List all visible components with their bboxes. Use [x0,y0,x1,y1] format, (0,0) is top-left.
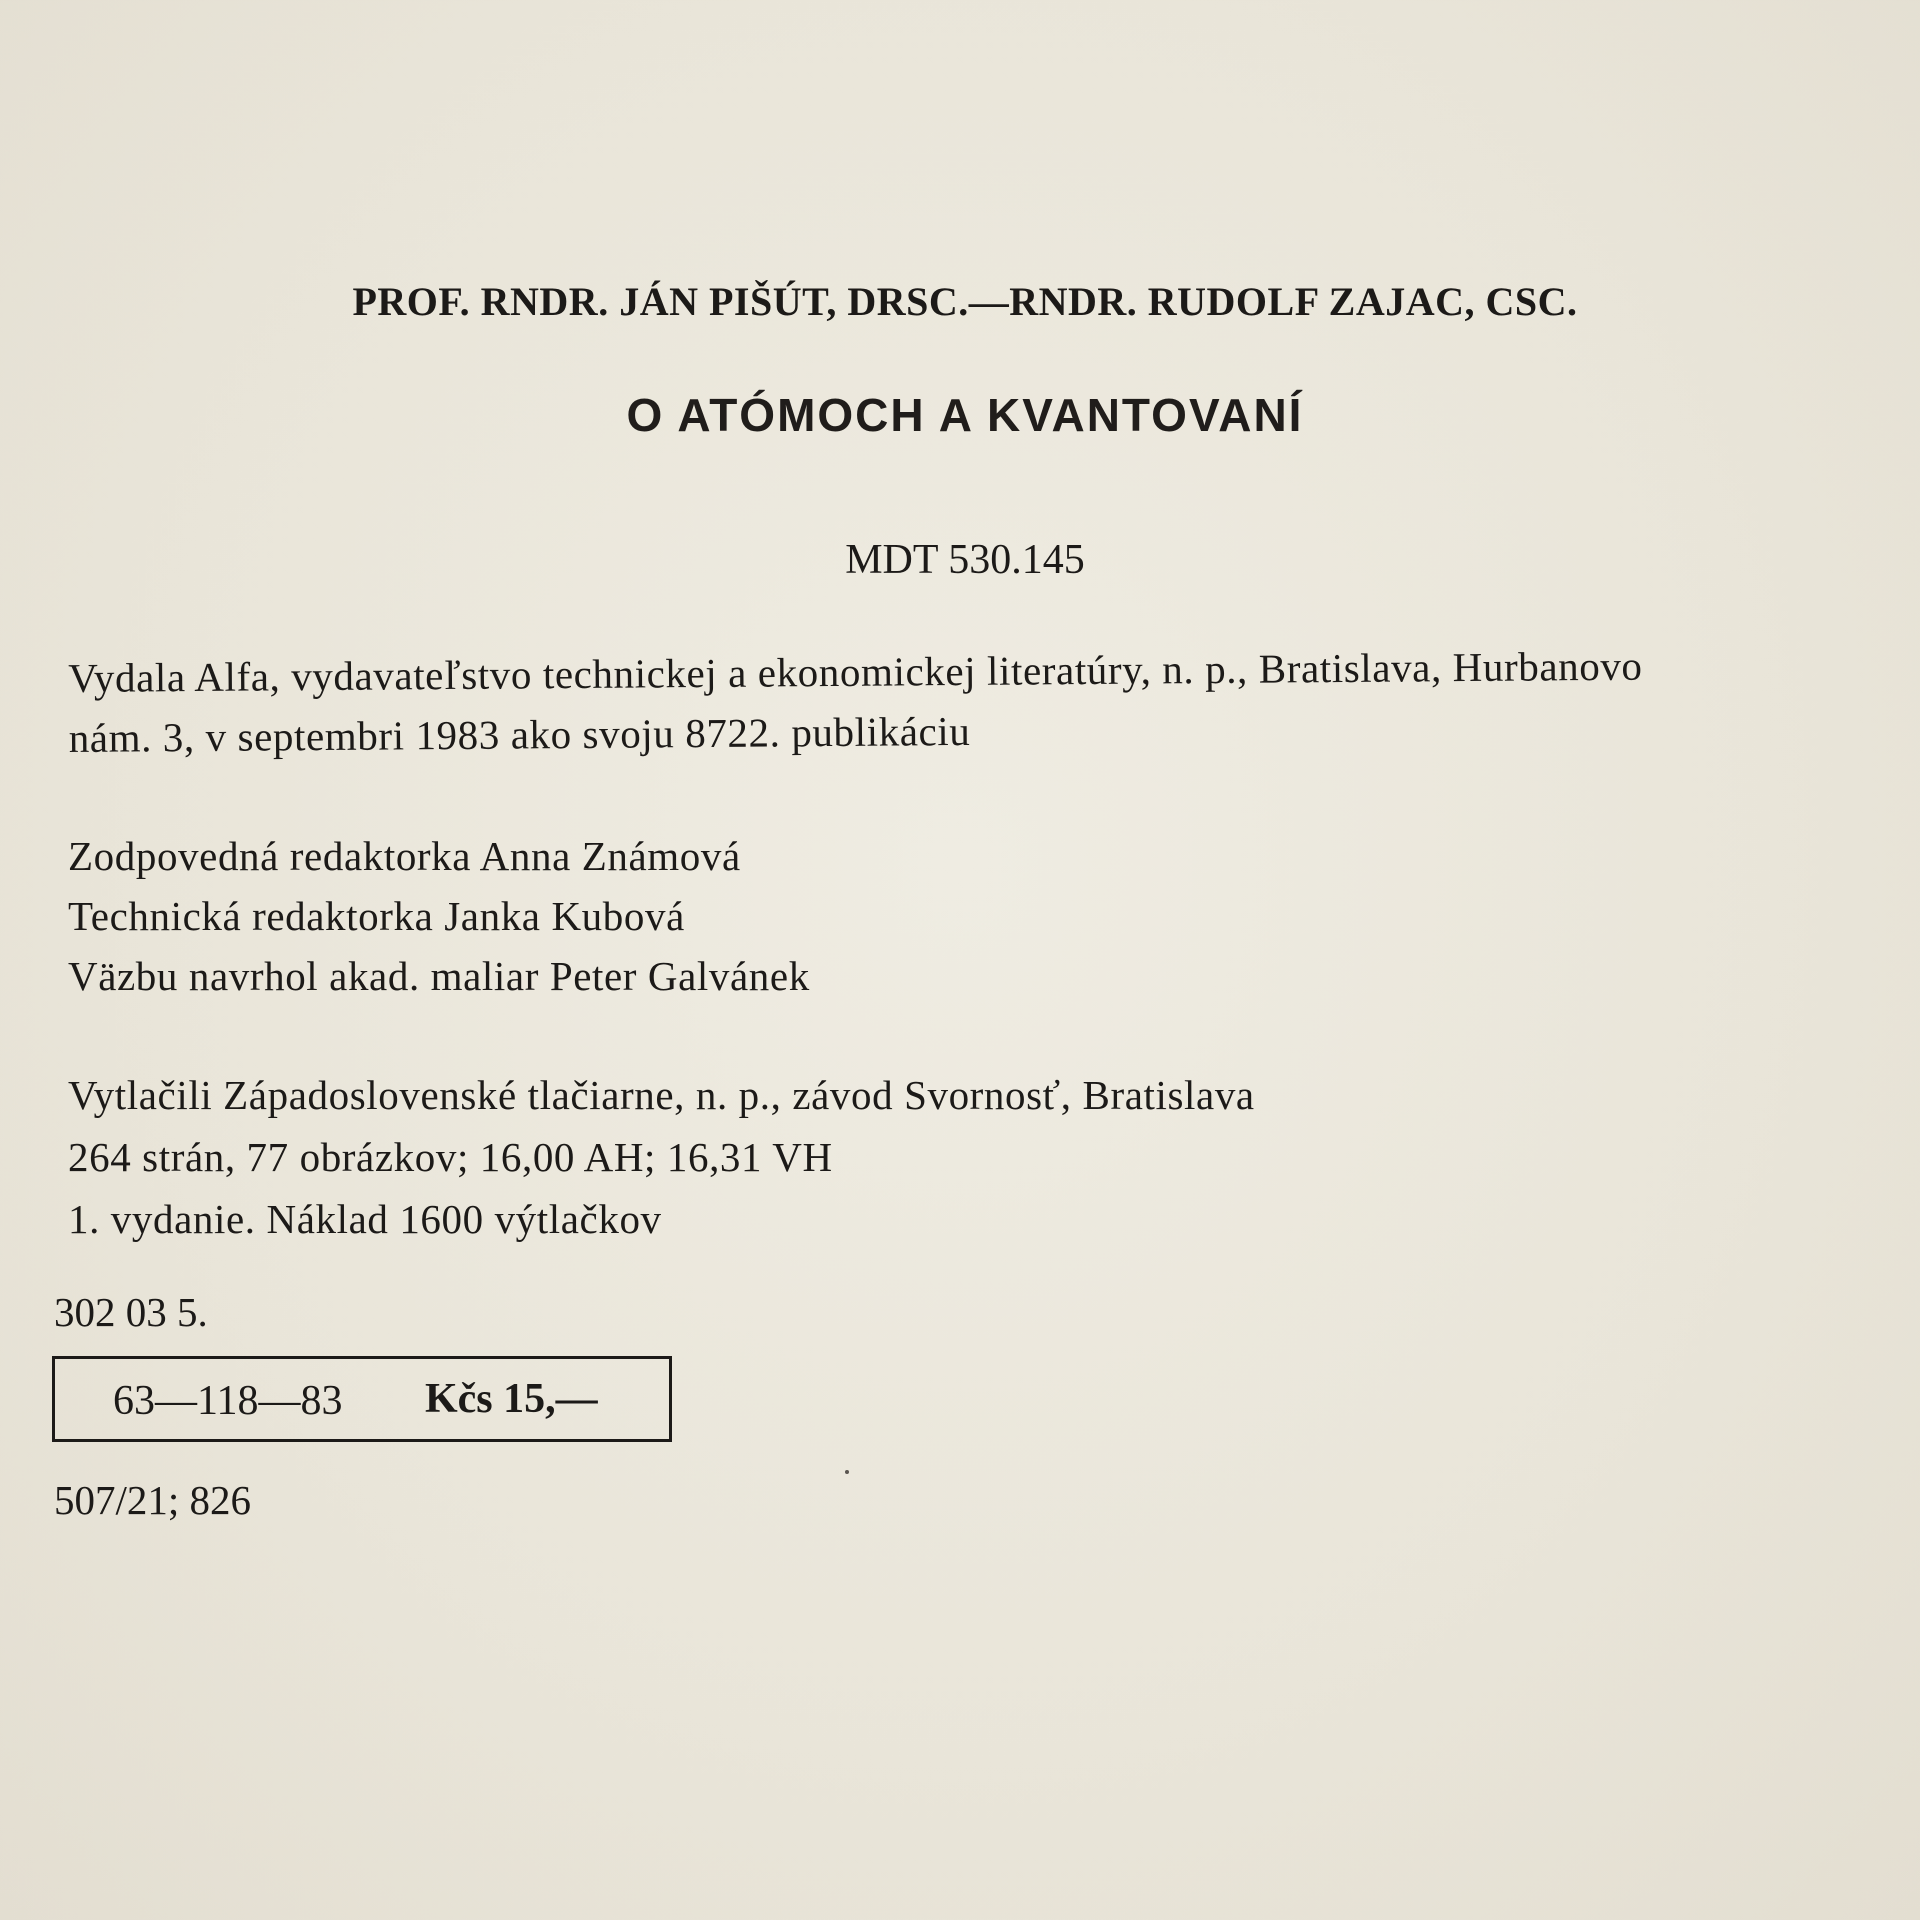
editor-credits [68,826,810,1006]
printer-line: 1. vydanie. Náklad 1600 výtlačkov [68,1196,662,1242]
paper-speck [845,1470,849,1474]
authors-line: PROF. RNDR. JÁN PIŠÚT, DRSC.—RNDR. RUDOLF ZAJAC, CSC. [352,279,1578,324]
price-box [52,1356,672,1442]
price-value: Kčs 15,— [425,1376,598,1422]
editor-line: Technická redaktorka Janka Kubová [68,893,685,939]
price-box-number: 63—118—83 [113,1378,343,1424]
footer-code: 507/21; 826 [54,1477,252,1523]
editor-line: Väzbu navrhol akad. maliar Peter Galvánek [68,953,810,999]
book-title: O ATÓMOCH A KVANTOVANÍ [626,389,1304,441]
editor-line: Zodpovedná redaktorka Anna Známová [68,833,741,879]
publisher-line: Vydala Alfa, vydavateľstvo technickej a ekonomickej literatúry, n. p., Bratislava, Hurbanovo [68,642,1643,701]
printer-line: Vytlačili Západoslovenské tlačiarne, n. p., závod Svornosť, Bratislava [68,1072,1255,1118]
printer-line: 264 strán, 77 obrázkov; 16,00 AH; 16,31 VH [68,1134,833,1180]
publisher-info [68,636,1643,768]
catalog-code: 302 03 5. [54,1289,208,1335]
mdt-classification: MDT 530.145 [845,537,1085,583]
publisher-line: nám. 3, v septembri 1983 ako svoju 8722. publikáciu [68,707,971,761]
printer-info [68,1064,1255,1250]
